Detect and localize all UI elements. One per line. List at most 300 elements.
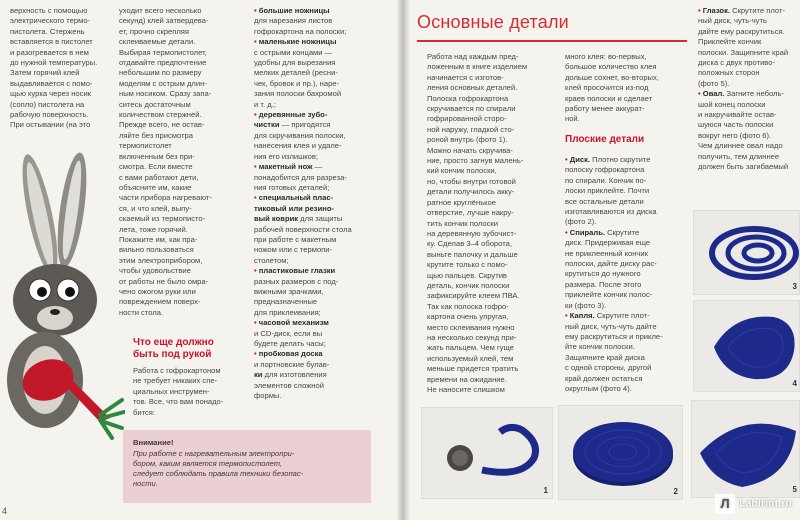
text-line: жать пальцем. Чем гуще (427, 343, 514, 353)
tool-list-line (254, 370, 394, 380)
text-line: детали получилось акку- (427, 187, 515, 197)
text-line: картона очень упругая, (427, 312, 509, 322)
bold-term: чистки (254, 120, 280, 130)
text-line: краев полоски и сделает (565, 93, 653, 103)
term-text: понадобится для разреза- (254, 172, 347, 182)
text-line: циальных инструмен- (133, 386, 210, 396)
text-line: бится: (133, 407, 156, 417)
tool-list-line (254, 79, 394, 89)
tool-list-line (254, 287, 394, 297)
photo-label-2: 2 (673, 487, 678, 496)
tool-list-line (254, 193, 394, 203)
text-line: кий кончик полоски, (427, 166, 497, 176)
text-line: используемый клей, тем (427, 353, 514, 363)
bullet-icon: • (254, 37, 259, 47)
detail-list-line (698, 79, 800, 89)
tool-list-line (254, 308, 394, 318)
term-text: для приклеивания; (254, 307, 321, 317)
bullet-icon: • (254, 162, 259, 172)
text-line: уходит всего несколько (119, 6, 202, 15)
text-line: При остывании (на это (10, 120, 91, 130)
text-line: вставляется в пистолет (10, 37, 93, 47)
detail-list-line (698, 58, 800, 68)
tool-list-line (254, 183, 394, 193)
text-line: ку. Сделав 3–4 оборота, (427, 239, 512, 249)
tool-list-line (254, 266, 394, 276)
bullet-icon: • (565, 227, 570, 237)
detail-list-line (565, 228, 690, 238)
text-line: ления основных деталей. (427, 83, 518, 93)
term-text: получить, тем длиннее (698, 151, 780, 161)
term-text: с острыми концами — (254, 47, 333, 57)
left-col-3 (254, 6, 394, 401)
bold-term: Диск. (569, 155, 590, 164)
term-text: гофрокартона на полоски; (254, 26, 347, 36)
detail-list-line (565, 249, 690, 259)
bold-term: пробковая доска (258, 349, 323, 359)
detail-list-line (565, 217, 690, 227)
photo-4 (693, 300, 800, 392)
bold-term: Капля. (569, 311, 595, 321)
tool-list-line (254, 48, 394, 58)
tool-list-line (254, 277, 394, 287)
text-line: склеиваемые детали. (119, 37, 196, 47)
text-line: место склеивания нужно (427, 322, 515, 332)
text-line: до нужной температуры. (10, 58, 98, 68)
term-text: предназначенные (254, 297, 318, 307)
bold-term: пластиковые глазки (258, 266, 336, 276)
text-line: роной внутрь (фото 1). (427, 135, 508, 145)
term-text: разных размеров с под- (254, 276, 339, 286)
text-line: ложенным в книге изделием (427, 62, 528, 72)
term-text: и накручивайте остав- (698, 110, 777, 120)
detail-list-line (565, 384, 690, 394)
detail-list-line (698, 27, 800, 37)
text-line: ет, прочно скрепляя (119, 26, 190, 36)
term-text: Приклейте кончик (698, 37, 762, 47)
tool-list-line (254, 245, 394, 255)
watermark-logo-icon: Л (715, 494, 735, 514)
term-text: при работе с макетным (254, 234, 337, 244)
detail-list-line (565, 290, 690, 300)
text-line: ся, и что клей, выпу- (119, 203, 192, 213)
bullet-icon: • (698, 89, 703, 99)
term-text: Защипните край диска (565, 352, 645, 362)
text-line: отдавайте предпочтение (119, 58, 207, 68)
text-line: повреждением поверх- (119, 297, 201, 307)
text-line: объясните им, какие (119, 182, 192, 192)
term-text: Скрутите (604, 227, 640, 237)
text-line: термопистолет (119, 141, 172, 151)
photo-1-strip (422, 408, 554, 500)
detail-list-line (565, 207, 690, 217)
detail-list-line (565, 165, 690, 175)
bold-term: Овал. (702, 89, 725, 99)
text-line: чено ожогом руки или (119, 286, 196, 296)
detail-list-line (698, 162, 800, 172)
term-text: Загните неболь- (724, 89, 784, 99)
text-line: но, чтобы внутри готовой (427, 176, 516, 186)
tool-list-line (254, 16, 394, 26)
tool-list-line (254, 235, 394, 245)
bold-term: часовой механизм (258, 318, 329, 328)
bunny-illustration (0, 150, 125, 450)
text-line: электрического термо- (10, 16, 91, 26)
bullet-icon: • (254, 193, 259, 203)
text-line: ние, просто загнув малень- (427, 156, 524, 166)
text-line: скаемый из термописто- (119, 214, 206, 224)
detail-list-line (565, 322, 690, 332)
text-line: Покажите им, как пра- (119, 234, 198, 244)
text-line: щью пальцев. Скрутив (427, 270, 507, 280)
bold-term: большие ножницы (258, 6, 330, 15)
detail-list-line (565, 155, 690, 165)
term-text: — (312, 162, 323, 172)
tool-list-line (254, 27, 394, 37)
text-line: ситесь достаточным (119, 99, 191, 109)
tool-list-line (254, 297, 394, 307)
text-line: ности стола. (119, 307, 164, 317)
detail-list-line (698, 48, 800, 58)
text-line: количеством стержней. (119, 110, 202, 120)
text-line: ляйте без присмотра (119, 130, 193, 140)
text-line: времени на ожидание. (427, 374, 507, 384)
photo-5 (691, 400, 800, 498)
text-line: гофрированной сторо- (427, 114, 507, 124)
term-text: дайте ему раскрутиться. (698, 26, 785, 36)
text-line: Полоска гофрокартона (427, 93, 509, 103)
photo-2-disk (559, 406, 684, 501)
term-text: округлым (фото 4). (565, 383, 632, 393)
term-text: ный диск, чуть-чуть (698, 16, 767, 26)
tool-list-line (254, 329, 394, 339)
term-text: — пригодятся (279, 120, 331, 130)
text-line: Работа над каждым пред- (427, 52, 519, 61)
text-line: Работа с гофрокартоном (133, 366, 221, 375)
term-text: ки (фото 3). (565, 300, 607, 310)
tool-list-line (254, 89, 394, 99)
right-col-3 (698, 6, 800, 173)
tool-list-line (254, 68, 394, 78)
text-line: на несколько секунд при- (427, 332, 517, 342)
bullet-icon: • (254, 6, 259, 15)
term-text: и т. д.; (254, 99, 276, 109)
text-line: много клея: во-первых, (565, 52, 647, 61)
term-text: полоски. Защипните край (698, 47, 789, 57)
bullet-icon: • (565, 155, 570, 164)
term-text: крутиться до нужного (565, 269, 641, 279)
detail-list-line (698, 89, 800, 99)
detail-list-line (565, 280, 690, 290)
term-text: по спирали. Кончик по- (565, 175, 647, 185)
text-line: начинается с изготов- (427, 72, 504, 82)
detail-list-line (565, 353, 690, 363)
tool-list-line (254, 120, 394, 130)
term-text: элементов сложной (254, 380, 324, 390)
text-line: выдавливается с помо- (10, 78, 93, 88)
detail-list-line (565, 342, 690, 352)
text-line: тить кончик полоски (427, 218, 498, 228)
term-text: диска с двух противо- (698, 58, 776, 68)
term-text: ния его излишков; (254, 151, 318, 161)
detail-list-line (698, 100, 800, 110)
detail-list-line (565, 186, 690, 196)
detail-list-line (565, 374, 690, 384)
text-line: ной. (565, 114, 580, 124)
tool-list-line (254, 110, 394, 120)
text-line: Выбирая термопистолет, (119, 47, 207, 57)
term-text: изготавливаются из диска (565, 207, 657, 217)
detail-list-line (698, 131, 800, 141)
term-text: удобны для вырезания (254, 58, 336, 68)
left-col-1 (10, 6, 115, 131)
text-line: ным носиком. Сразу запа- (119, 89, 212, 99)
tool-list-line (254, 225, 394, 235)
text-line: от работы не было омра- (119, 276, 209, 286)
text-line: выньте палочку и дальше (427, 249, 518, 259)
detail-list-line (565, 363, 690, 373)
text-line: Прежде всего, не остав- (119, 120, 205, 130)
bullet-icon: • (254, 266, 259, 276)
bold-term: ки (254, 370, 263, 380)
left-subhead: Что еще должно быть под рукой (133, 337, 214, 360)
detail-list-line (565, 197, 690, 207)
tool-list-line (254, 152, 394, 162)
detail-list-line (565, 238, 690, 248)
text-line: с вами работают дети, (119, 172, 199, 182)
bold-term: специальный плас- (258, 193, 334, 203)
detail-list-line (698, 37, 800, 47)
text-line: Затем горячий клей (10, 68, 80, 78)
term-text: и CD-диск, если вы (254, 328, 323, 338)
term-text: зания полоски бахромой (254, 89, 342, 99)
photo-label-4: 4 (792, 379, 797, 388)
tool-list-line (254, 173, 394, 183)
term-text: нанесения клея и удале- (254, 141, 342, 151)
book-gutter (396, 0, 410, 520)
tool-list-line (254, 141, 394, 151)
left-col-2-after (133, 366, 253, 418)
detail-list-line (698, 6, 800, 16)
bold-term: макетный нож (258, 162, 313, 172)
detail-list-line (565, 259, 690, 269)
term-text: полоску гофрокартона (565, 165, 645, 175)
text-line: зафиксируйте клеем ПВА. (427, 291, 520, 301)
tool-list-line (254, 6, 394, 16)
detail-list-line (565, 269, 690, 279)
tool-list-line (254, 131, 394, 141)
photo-label-1: 1 (543, 486, 548, 495)
term-text: не приклеенный кончик (565, 248, 648, 258)
text-line: секунд) клей затвердева- (119, 16, 209, 26)
tool-list-line (254, 162, 394, 172)
text-line: вильно пользоваться (119, 245, 194, 255)
photo-2 (558, 405, 683, 500)
section-title: Основные детали (417, 12, 569, 32)
photo-label-5: 5 (792, 485, 797, 494)
text-line: не требует никаких спе- (133, 376, 218, 386)
bold-term: маленькие ножницы (258, 37, 337, 47)
term-text: йте кончик полоски. (565, 342, 635, 352)
term-text: Чем длиннее овал надо (698, 141, 783, 151)
tool-list-line (254, 360, 394, 370)
page-number: 4 (2, 506, 8, 516)
term-text: вижными зрачками, (254, 286, 324, 296)
text-line: щью курка через носик (10, 89, 92, 99)
bold-term: Спираль. (569, 227, 605, 237)
text-line: включенным без при- (119, 151, 195, 161)
term-text: шой конец полоски (698, 99, 766, 109)
text-line: деталь, кончик полоски (427, 280, 510, 290)
bullet-icon: • (254, 110, 259, 120)
photo-3-spiral (694, 211, 800, 296)
term-text: край должен остаться (565, 373, 643, 383)
text-line: смотра. Если вместе (119, 162, 193, 172)
left-col-2 (119, 6, 244, 318)
detail-list-line (698, 141, 800, 151)
photo-label-3: 3 (792, 282, 797, 291)
text-line: Так как полоска гофро- (427, 301, 509, 311)
warning-title: Внимание! (133, 438, 174, 447)
term-text: рабочей поверхности стола (254, 224, 352, 234)
right-col-2 (565, 155, 690, 394)
term-text: для нарезания листов (254, 16, 333, 26)
right-subhead: Плоские детали (565, 134, 645, 145)
text-line: большое количество клея (565, 62, 657, 72)
text-line: Не наносите слишком (427, 385, 505, 394)
term-text: с одной стороны, другой (565, 363, 652, 373)
term-text: Плотно скрутите (590, 155, 651, 164)
text-line: (сопло) пистолета на (10, 99, 85, 109)
term-text: ножом или с термопи- (254, 245, 333, 255)
term-text: мелких деталей (ресни- (254, 68, 338, 78)
term-text: (фото 5). (698, 78, 730, 88)
text-line: на деревянную зубочист- (427, 228, 517, 238)
tool-list-line (254, 214, 394, 224)
text-line: пистолета. Стержень (10, 26, 85, 36)
detail-list-line (565, 301, 690, 311)
right-page (403, 0, 800, 520)
tool-list-line (254, 381, 394, 391)
text-line: ратное круглёнькое (427, 197, 497, 207)
detail-list-line (698, 120, 800, 130)
term-text: размера. После этого (565, 279, 642, 289)
tool-list-line (254, 100, 394, 110)
warning-box (123, 430, 371, 503)
bold-term: тиковый или резино- (254, 203, 334, 213)
detail-list-line (698, 110, 800, 120)
term-text: должен быть загибаемый (698, 162, 789, 172)
term-text: для защиты (298, 214, 343, 224)
detail-list-line (565, 176, 690, 186)
term-text: и портновские булав- (254, 359, 330, 369)
tool-list-line (254, 256, 394, 266)
term-text: ния готовых деталей; (254, 182, 330, 192)
text-line: и разогревается в нем (10, 47, 89, 57)
bullet-icon: • (254, 318, 259, 328)
detail-list-line (565, 311, 690, 321)
term-text: положных сторон (698, 68, 760, 78)
title-rule (417, 40, 687, 42)
tool-list-line (254, 349, 394, 359)
text-line: чтобы удовольствие (119, 266, 191, 276)
term-text: ему раскрутиться и прикле- (565, 331, 663, 341)
tool-list-line (254, 318, 394, 328)
term-text: приклейте кончик полос- (565, 290, 653, 300)
term-text: шуюся часть полоски (698, 120, 774, 130)
bold-term: Глазок. (702, 6, 730, 15)
text-line: моделям с острым длин- (119, 78, 207, 88)
term-text: (фото 2). (565, 217, 597, 227)
term-text: Скрутите плот- (594, 311, 650, 321)
right-col-2-top (565, 52, 690, 125)
detail-list-line (698, 152, 800, 162)
bold-term: вый коврик (254, 214, 299, 224)
text-line: скручивается по спирали (427, 104, 516, 114)
term-text: вокруг него (фото 6). (698, 130, 772, 140)
term-text: диск. Придерживая еще (565, 238, 651, 248)
photo-4-drop (694, 301, 800, 393)
tool-list-line (254, 37, 394, 47)
watermark (715, 494, 792, 514)
detail-list-line (698, 16, 800, 26)
text-line: небольшим по размеру (119, 68, 202, 78)
text-line: дольше сохнет, во-вторых, (565, 72, 659, 82)
text-line: отверстие, лучше накру- (427, 208, 514, 218)
photo-5-eye (692, 401, 800, 499)
photo-1 (421, 407, 553, 499)
bold-term: деревянные зубо- (258, 110, 328, 120)
term-text: формы. (254, 391, 282, 401)
text-line: крутите только с помо- (427, 260, 508, 270)
text-line: клей просочится из-под (565, 83, 649, 93)
detail-list-line (698, 68, 800, 78)
text-line: лета, тоже горячий. (119, 224, 188, 234)
right-col-1 (427, 52, 557, 395)
term-text: ный диск, чуть-чуть дайте (565, 321, 657, 331)
text-line: тов. Все, что вам понадо- (133, 397, 224, 407)
text-line: Можно начать скручива- (427, 145, 513, 155)
tool-list-line (254, 204, 394, 214)
bullet-icon: • (698, 6, 703, 15)
tool-list-line (254, 339, 394, 349)
term-text: чек, бровок и пр.), наре- (254, 78, 340, 88)
term-text: все остальные детали (565, 196, 644, 206)
text-line: части прибора нагревают- (119, 193, 212, 203)
text-line: работу менее аккурат- (565, 104, 645, 114)
term-text: полоски, дайте диску рас- (565, 259, 657, 269)
term-text: для скручивания полоски, (254, 130, 346, 140)
text-line: этим электроприбором, (119, 255, 203, 265)
bullet-icon: • (254, 349, 259, 359)
text-line: верхность с помощью (10, 6, 88, 15)
detail-list-line (565, 332, 690, 342)
tool-list-line (254, 391, 394, 401)
term-text: лоски приклейте. Почти (565, 186, 650, 196)
tool-list-line (254, 58, 394, 68)
text-line: рабочую поверхность. (10, 110, 89, 120)
bullet-icon: • (565, 311, 570, 321)
term-text: для изготовления (262, 370, 327, 380)
text-line: ной наружу, гладкой сто- (427, 124, 515, 134)
watermark-text: Labirint.ru (739, 498, 792, 510)
term-text: столетом; (254, 255, 289, 265)
photo-3 (693, 210, 800, 295)
term-text: Скрутите плот- (729, 6, 785, 15)
term-text: будете делать часы; (254, 339, 326, 348)
warning-body: При работе с нагревательным электропри- бором, каким является термопистолет, следует соблюдать правила техники безопас- ности. (133, 449, 304, 488)
text-line: меньше придется тратить (427, 364, 519, 374)
